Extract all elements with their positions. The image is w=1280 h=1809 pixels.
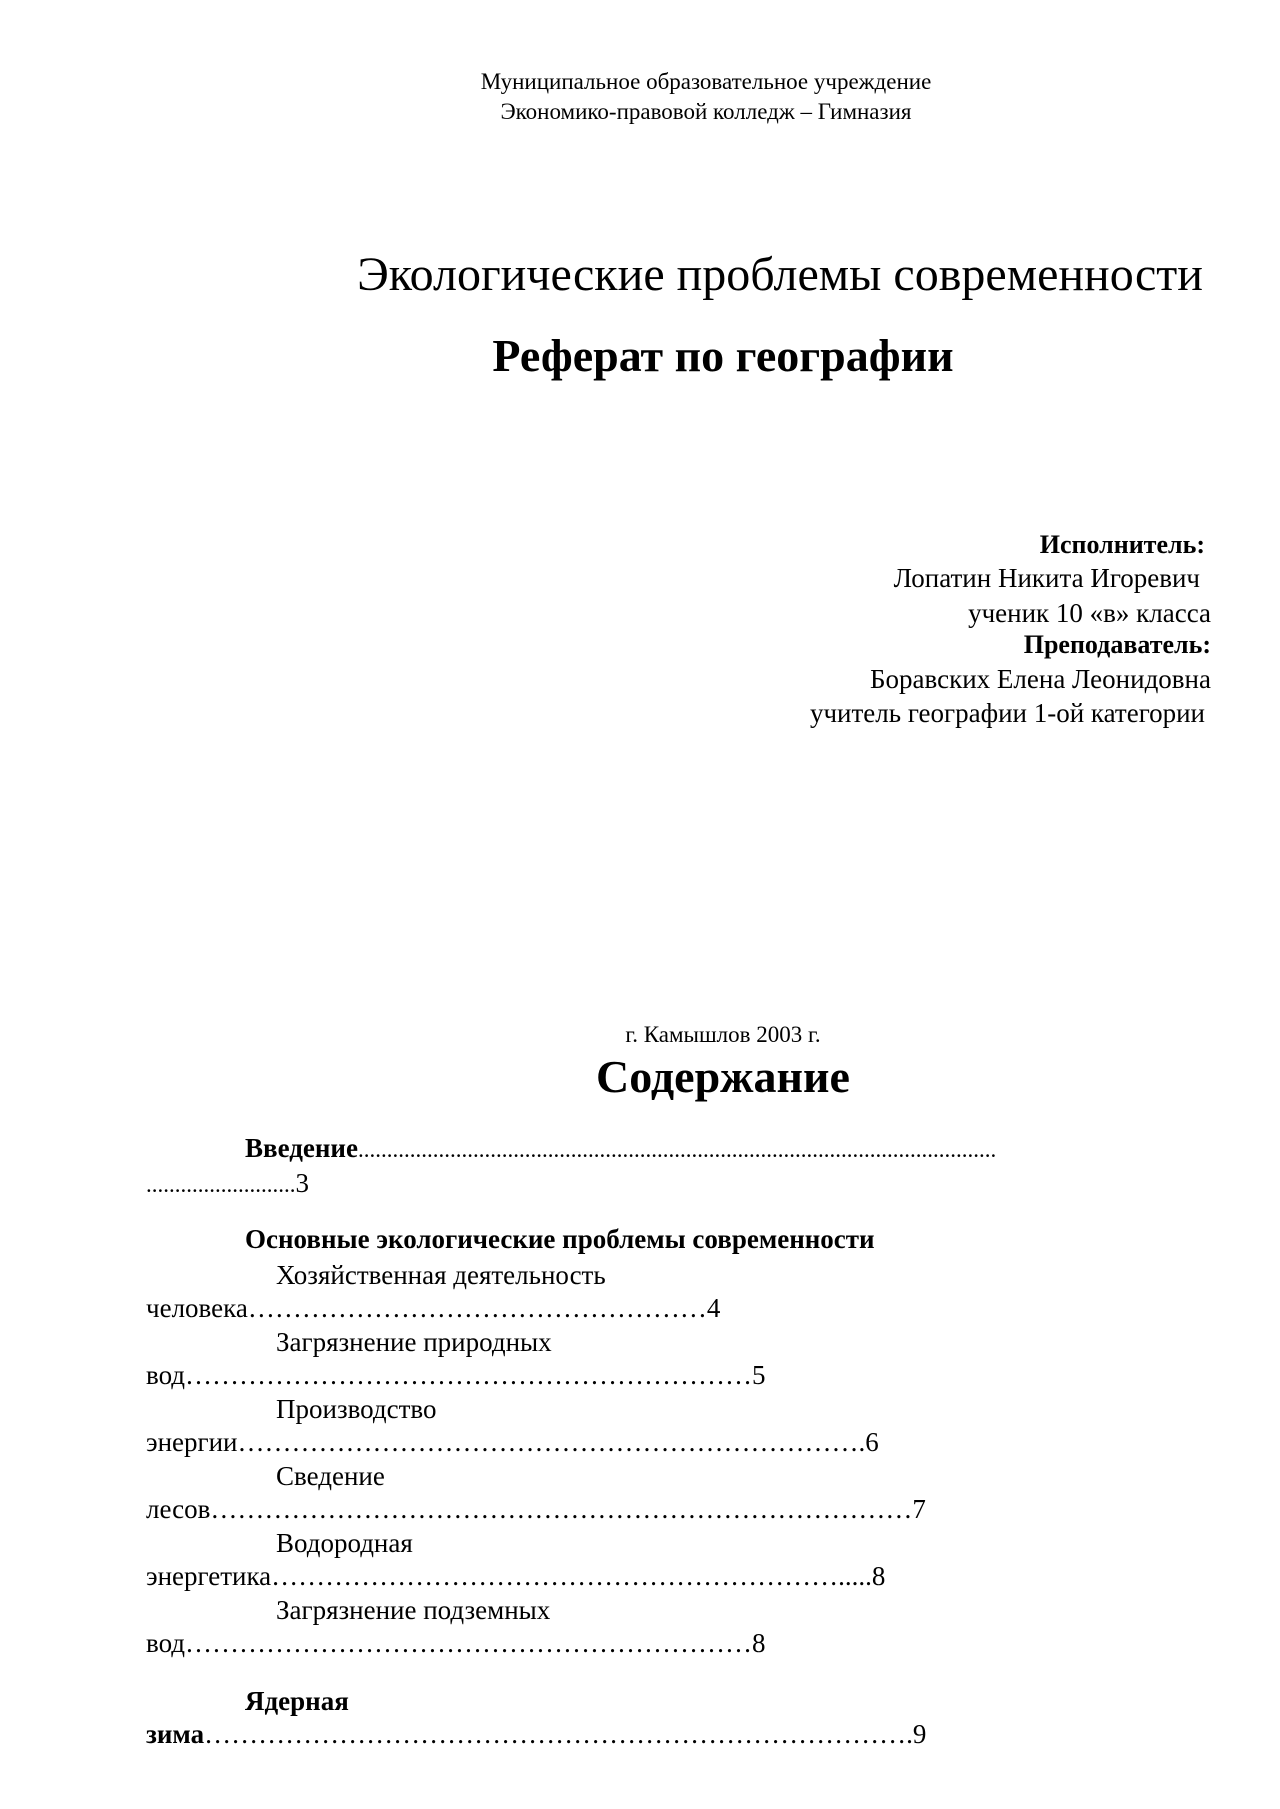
toc-item-page: 5 <box>752 1360 766 1390</box>
toc-last-line-1: Ядерная <box>245 1686 349 1716</box>
toc-item-2-line-1: Загрязнение природных <box>276 1327 552 1357</box>
city-year: г. Камышлов 2003 г. <box>625 1022 821 1047</box>
toc-last-dots: ……………………………………………………………………. <box>204 1719 913 1749</box>
toc-item-5-line-2 <box>146 1563 885 1590</box>
toc-section-heading: Основные экологические проблемы современности <box>245 1224 875 1254</box>
toc-item-dots: …………………………………………… <box>247 1293 707 1323</box>
toc-item-6-line-1: Загрязнение подземных <box>276 1595 551 1625</box>
document-subtitle: Реферат по географии <box>492 330 954 381</box>
toc-item-1-line-1: Хозяйственная деятельность <box>276 1260 606 1290</box>
toc-item-dots: ……………………………………………………… <box>185 1360 753 1390</box>
toc-item-page: 4 <box>706 1293 721 1323</box>
toc-item-page: 6 <box>865 1427 879 1457</box>
toc-intro-line-2 <box>146 1170 309 1197</box>
teacher-position: учитель географии 1-ой категории <box>809 698 1205 728</box>
toc-item-page: 8 <box>752 1628 766 1658</box>
toc-item-label: энергетика <box>146 1561 272 1591</box>
document-title: Экологические проблемы современности <box>357 248 1203 301</box>
toc-intro-page: 3 <box>295 1168 309 1198</box>
executor-class: ученик 10 «в» класса <box>968 598 1211 628</box>
toc-last-line-2 <box>146 1721 926 1748</box>
toc-intro-dots: ............................................................................................................... <box>357 1137 997 1162</box>
institution-line-2: Экономико-правовой колледж – Гимназия <box>500 99 912 124</box>
toc-item-label: энергии <box>146 1427 238 1457</box>
toc-intro-line <box>245 1135 996 1162</box>
toc-item-label: вод <box>146 1628 186 1658</box>
toc-item-2-line-2 <box>146 1362 766 1389</box>
toc-item-6-line-2 <box>146 1630 766 1657</box>
toc-last-page: 9 <box>912 1719 927 1749</box>
toc-item-label: человека <box>146 1293 248 1323</box>
toc-item-dots: …………………………………………………………………… <box>210 1494 913 1524</box>
toc-item-1-line-2 <box>146 1295 720 1322</box>
toc-item-4-line-1: Сведение <box>276 1461 385 1491</box>
toc-heading: Содержание <box>596 1051 850 1102</box>
toc-item-label: лесов <box>146 1494 211 1524</box>
teacher-label: Преподаватель: <box>1023 630 1211 659</box>
toc-intro-dots-2: .......................... <box>146 1172 296 1197</box>
institution-line-1: Муниципальное образовательное учреждение <box>480 69 932 94</box>
executor-name: Лопатин Никита Игоревич <box>893 563 1200 593</box>
toc-item-3-line-2 <box>146 1429 879 1456</box>
toc-last-label: зима <box>146 1719 205 1749</box>
toc-intro-label: Введение <box>245 1133 358 1163</box>
toc-item-dots: ………………………………………………………..... <box>271 1561 872 1591</box>
toc-item-5-line-1: Водородная <box>276 1528 413 1558</box>
toc-item-3-line-1: Производство <box>276 1394 437 1424</box>
toc-item-page: 8 <box>871 1561 886 1591</box>
toc-item-dots: ……………………………………………………………. <box>237 1427 866 1457</box>
toc-item-dots: ……………………………………………………… <box>185 1628 753 1658</box>
toc-item-label: вод <box>146 1360 186 1390</box>
executor-label: Исполнитель: <box>1039 530 1205 559</box>
teacher-name: Боравских Елена Леонидовна <box>870 664 1211 694</box>
toc-item-page: 7 <box>912 1494 926 1524</box>
toc-item-4-line-2 <box>146 1496 926 1523</box>
